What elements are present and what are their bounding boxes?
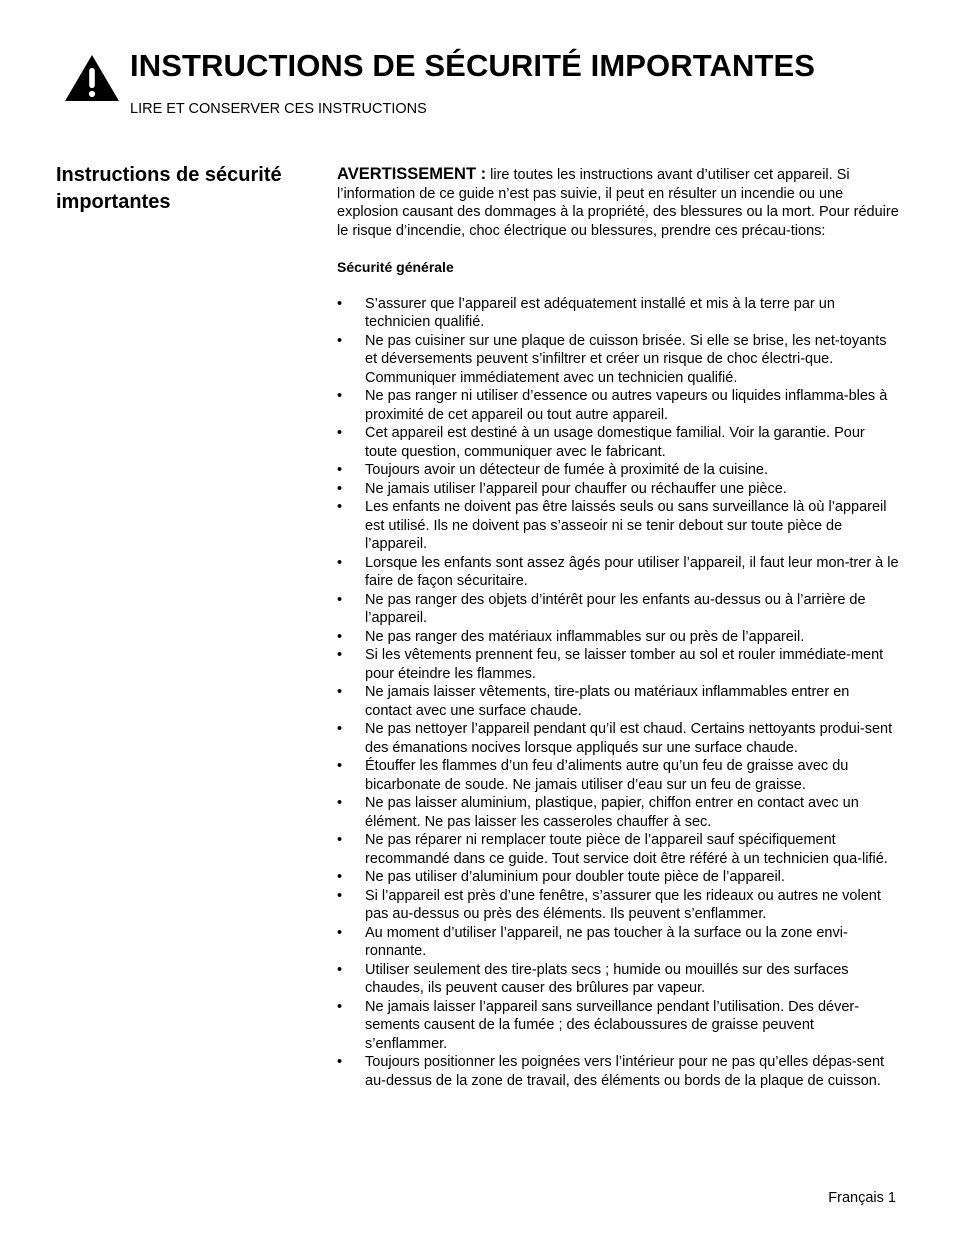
safety-list-item: [337, 554, 899, 591]
bullet-icon: •: [337, 554, 343, 571]
warning-paragraph: [337, 165, 899, 240]
safety-list-item-text: Les enfants ne doivent pas être laissés seuls ou sans surveillance là où l’appareil est utilisé. Ils ne doivent pas s’asseoir ni se tenir debout sur toute pièce de l’appareil.: [365, 499, 887, 552]
safety-list-item: [337, 461, 899, 480]
bullet-icon: •: [337, 332, 343, 349]
bullet-icon: •: [337, 887, 343, 904]
page-title: INSTRUCTIONS DE SÉCURITÉ IMPORTANTES: [130, 48, 816, 83]
safety-list-item-text: Ne pas utiliser d’aluminium pour doubler toute pièce de l’appareil.: [365, 869, 785, 885]
bullet-icon: •: [337, 425, 343, 441]
safety-list-item: [337, 794, 899, 831]
safety-list-item: [337, 998, 899, 1054]
safety-list-item-text: Ne pas laisser aluminium, plastique, papier, chiffon entrer en contact avec un élément. Ne pas laisser les casseroles chauffer à sec.: [365, 795, 859, 830]
safety-list-item-text: Lorsque les enfants sont assez âgés pour utiliser l’appareil, il faut leur mon-trer à le faire de façon sécuritaire.: [365, 554, 899, 589]
warning-label: AVERTISSEMENT :: [337, 165, 487, 183]
safety-list-item: [337, 831, 899, 868]
safety-list-item: [337, 961, 899, 998]
bullet-icon: •: [337, 1054, 343, 1070]
safety-list-item: [337, 757, 899, 794]
bullet-icon: •: [337, 647, 343, 663]
bullet-icon: •: [337, 869, 343, 885]
bullet-icon: •: [337, 795, 343, 811]
safety-list-item-text: Cet appareil est destiné à un usage domestique familial. Voir la garantie. Pour toute question, communiquer avec le fabricant.: [365, 425, 865, 460]
safety-list-item-text: Si les vêtements prennent feu, se laisser tomber au sol et rouler immédiate-ment pour éteindre les flammes.: [365, 647, 884, 682]
safety-list-item: [337, 683, 899, 720]
bullet-icon: •: [337, 924, 343, 941]
bullet-icon: •: [337, 684, 343, 700]
page-subtitle: LIRE ET CONSERVER CES INSTRUCTIONS: [130, 101, 427, 117]
safety-list-item: [337, 868, 899, 887]
safety-list-item: [337, 498, 899, 554]
safety-list-item: [337, 887, 899, 924]
bullet-icon: •: [337, 499, 343, 515]
safety-list-item-text: Ne pas réparer ni remplacer toute pièce de l’appareil sauf spécifiquement recommandé dans ce guide. Tout service doit être référé à un technicien qua-lifié.: [365, 832, 888, 867]
bullet-icon: •: [337, 721, 343, 737]
safety-list-item-text: Toujours avoir un détecteur de fumée à proximité de la cuisine.: [365, 462, 768, 478]
safety-list-item-text: Ne pas cuisiner sur une plaque de cuisson brisée. Si elle se brise, les net-toyants et déversements peuvent s’infiltrer et créer un risque de choc électri-que. Communiquer immédiatement avec un technicien qualifié.: [365, 332, 887, 386]
safety-instructions-list: [337, 295, 899, 1091]
safety-list-item: [337, 1053, 899, 1090]
general-safety-heading: Sécurité générale: [337, 259, 454, 275]
safety-list-item: [337, 387, 899, 424]
bullet-icon: •: [337, 388, 343, 404]
page-number: Français 1: [828, 1190, 896, 1206]
safety-list-item: [337, 480, 899, 499]
safety-list-item: [337, 591, 899, 628]
safety-list-item-text: Utiliser seulement des tire-plats secs ; humide ou mouillés sur des surfaces chaudes, ils peuvent causer des brûlures par vapeur.: [365, 961, 849, 996]
safety-list-item: [337, 924, 899, 961]
safety-list-item-text: Ne jamais utiliser l’appareil pour chauffer ou réchauffer une pièce.: [365, 480, 787, 497]
safety-list-item: [337, 628, 899, 647]
bullet-icon: •: [337, 961, 343, 978]
safety-list-item: [337, 646, 899, 683]
warning-triangle-icon: [64, 54, 120, 102]
bullet-icon: •: [337, 462, 343, 478]
safety-list-item-text: S’assurer que l’appareil est adéquatement installé et mis à la terre par un technicien qualifié.: [365, 295, 835, 330]
safety-list-item-text: Ne pas ranger des matériaux inflammables sur ou près de l’appareil.: [365, 628, 805, 645]
bullet-icon: •: [337, 480, 343, 497]
bullet-icon: •: [337, 628, 343, 645]
warning-text: lire toutes les instructions avant d’utiliser cet appareil. Si l’information de ce guide n’est pas suivie, il peut en résulter un incendie ou une explosion causant des dommages à la propriété, des blessures ou la mort. Pour réduire le risque d’incendie, choc électrique ou blessures, prendre ces précau-tions:: [337, 167, 899, 239]
safety-list-item-text: Ne pas ranger ni utiliser d’essence ou autres vapeurs ou liquides inflamma-bles à proximité de cet appareil ou tout autre appareil.: [365, 388, 888, 423]
bullet-icon: •: [337, 998, 343, 1015]
bullet-icon: •: [337, 832, 343, 848]
section-side-heading: Instructions de sécurité importantes: [56, 164, 282, 213]
safety-list-item: [337, 424, 899, 461]
safety-list-item-text: Étouffer les flammes d’un feu d’aliments autre qu’un feu de graisse avec du bicarbonate de soude. Ne jamais utiliser d’eau sur un feu de graisse.: [365, 758, 849, 793]
safety-list-item-text: Ne pas nettoyer l’appareil pendant qu’il est chaud. Certains nettoyants produi-sent des émanations nocives lorsque appliqués sur une surface chaude.: [365, 721, 893, 756]
safety-list-item: [337, 332, 899, 388]
bullet-icon: •: [337, 758, 343, 774]
bullet-icon: •: [337, 591, 343, 608]
safety-list-item-text: Toujours positionner les poignées vers l’intérieur pour ne pas qu’elles dépas-sent au-dessus de la zone de travail, des éléments ou bords de la plaque de cuisson.: [365, 1054, 885, 1089]
safety-list-item: [337, 720, 899, 757]
safety-list-item-text: Ne jamais laisser vêtements, tire-plats ou matériaux inflammables entrer en contact avec une surface chaude.: [365, 684, 850, 719]
safety-list-item-text: Ne pas ranger des objets d’intérêt pour les enfants au-dessus ou à l’arrière de l’appareil.: [365, 591, 866, 626]
page-header: [64, 44, 924, 124]
main-content: [337, 165, 899, 1090]
bullet-icon: •: [337, 295, 343, 312]
safety-list-item-text: Ne jamais laisser l’appareil sans surveillance pendant l’utilisation. Des déver-sements causent de la fumée ; des éclaboussures de graisse peuvent s’enflammer.: [365, 998, 860, 1052]
safety-list-item-text: Si l’appareil est près d’une fenêtre, s’assurer que les rideaux ou autres ne volent pas au-dessus ou près des éléments. Ils peuvent s’enflammer.: [365, 887, 881, 922]
safety-list-item-text: Au moment d’utiliser l’appareil, ne pas toucher à la surface ou la zone envi-ronnante.: [365, 924, 848, 959]
safety-list-item: [337, 295, 899, 332]
